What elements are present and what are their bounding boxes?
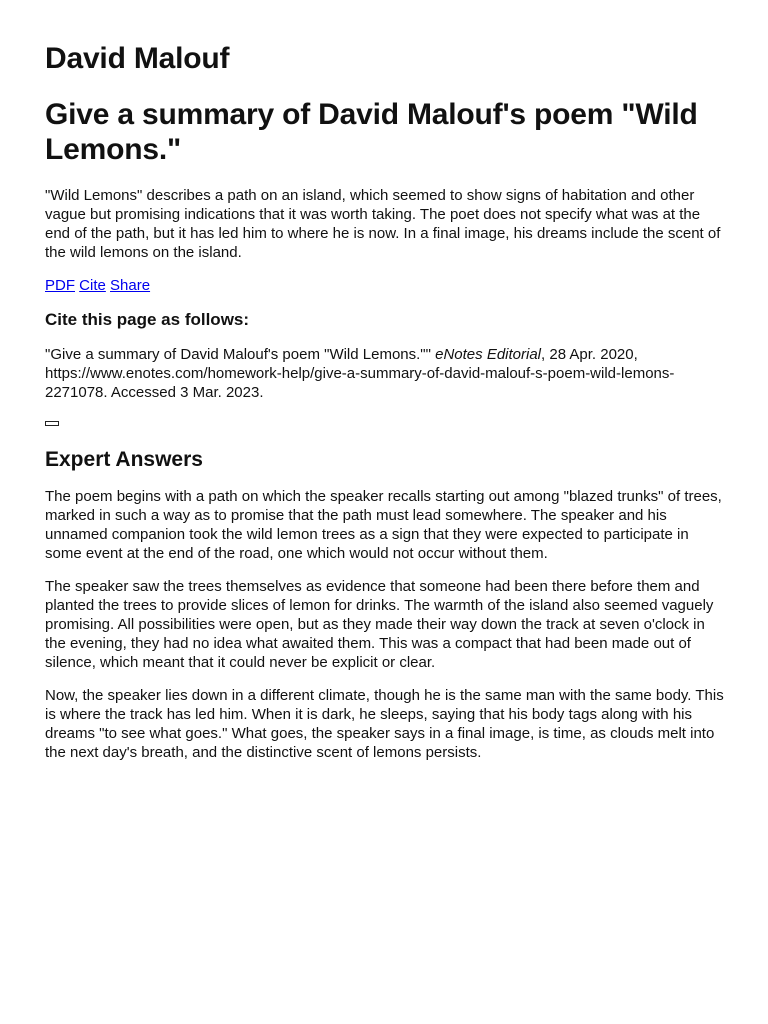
author-heading: David Malouf: [45, 42, 230, 75]
expert-answers-heading: Expert Answers: [45, 448, 203, 471]
citation-details: , 28 Apr. 2020, https://www.enotes.com/homework-help/give-a-summary-of-david-malouf-s-poem-wild-lemons-2271078. Accessed 3 Mar. 2023.: [45, 346, 675, 401]
cite-heading: Cite this page as follows:: [45, 310, 250, 329]
citation-text: [45, 345, 724, 402]
cite-link[interactable]: Cite: [79, 277, 106, 294]
action-links: [45, 276, 724, 295]
answer-paragraph: Now, the speaker lies down in a different climate, though he is the same man with the same body. This is where the track has led him. When it is dark, he sleeps, saying that his body tags along with his dreams "to see what goes." What goes, the speaker says in a final image, is time, as clouds melt into the next day's breath, and the distinctive scent of lemons persists.: [45, 687, 724, 761]
citation-quote: "Give a summary of David Malouf's poem "Wild Lemons."": [45, 346, 436, 363]
image-placeholder-icon: [45, 421, 59, 426]
pdf-link[interactable]: PDF: [45, 277, 75, 294]
share-link[interactable]: Share: [110, 277, 151, 294]
question-title: Give a summary of David Malouf's poem "Wild Lemons.": [45, 98, 698, 166]
citation-source: eNotes Editorial: [435, 346, 542, 363]
summary-text: "Wild Lemons" describes a path on an island, which seemed to show signs of habitation and other vague but promising indications that it was worth taking. The poet does not specify what was at the end of the path, but it has led him to where he is now. In a final image, his dreams include the scent of the wild lemons on the island.: [45, 187, 721, 261]
answer-paragraph: The speaker saw the trees themselves as evidence that someone had been there before them and planted the trees to provide slices of lemon for drinks. The warmth of the island also seemed vaguely promising. All possibilities were open, but as they made their way down the track at seven o'clock in the evening, they had no idea what awaited them. This was a compact that had been made out of silence, which meant that it could never be explicit or clear.: [45, 578, 714, 671]
answer-paragraph: The poem begins with a path on which the speaker recalls starting out among "blazed trunks" of trees, marked in such a way as to promise that the path must lead somewhere. The speaker and his unnamed companion took the wild lemon trees as a sign that they were expected to participate in some event at the end of the road, one which would not occur without them.: [45, 488, 722, 562]
